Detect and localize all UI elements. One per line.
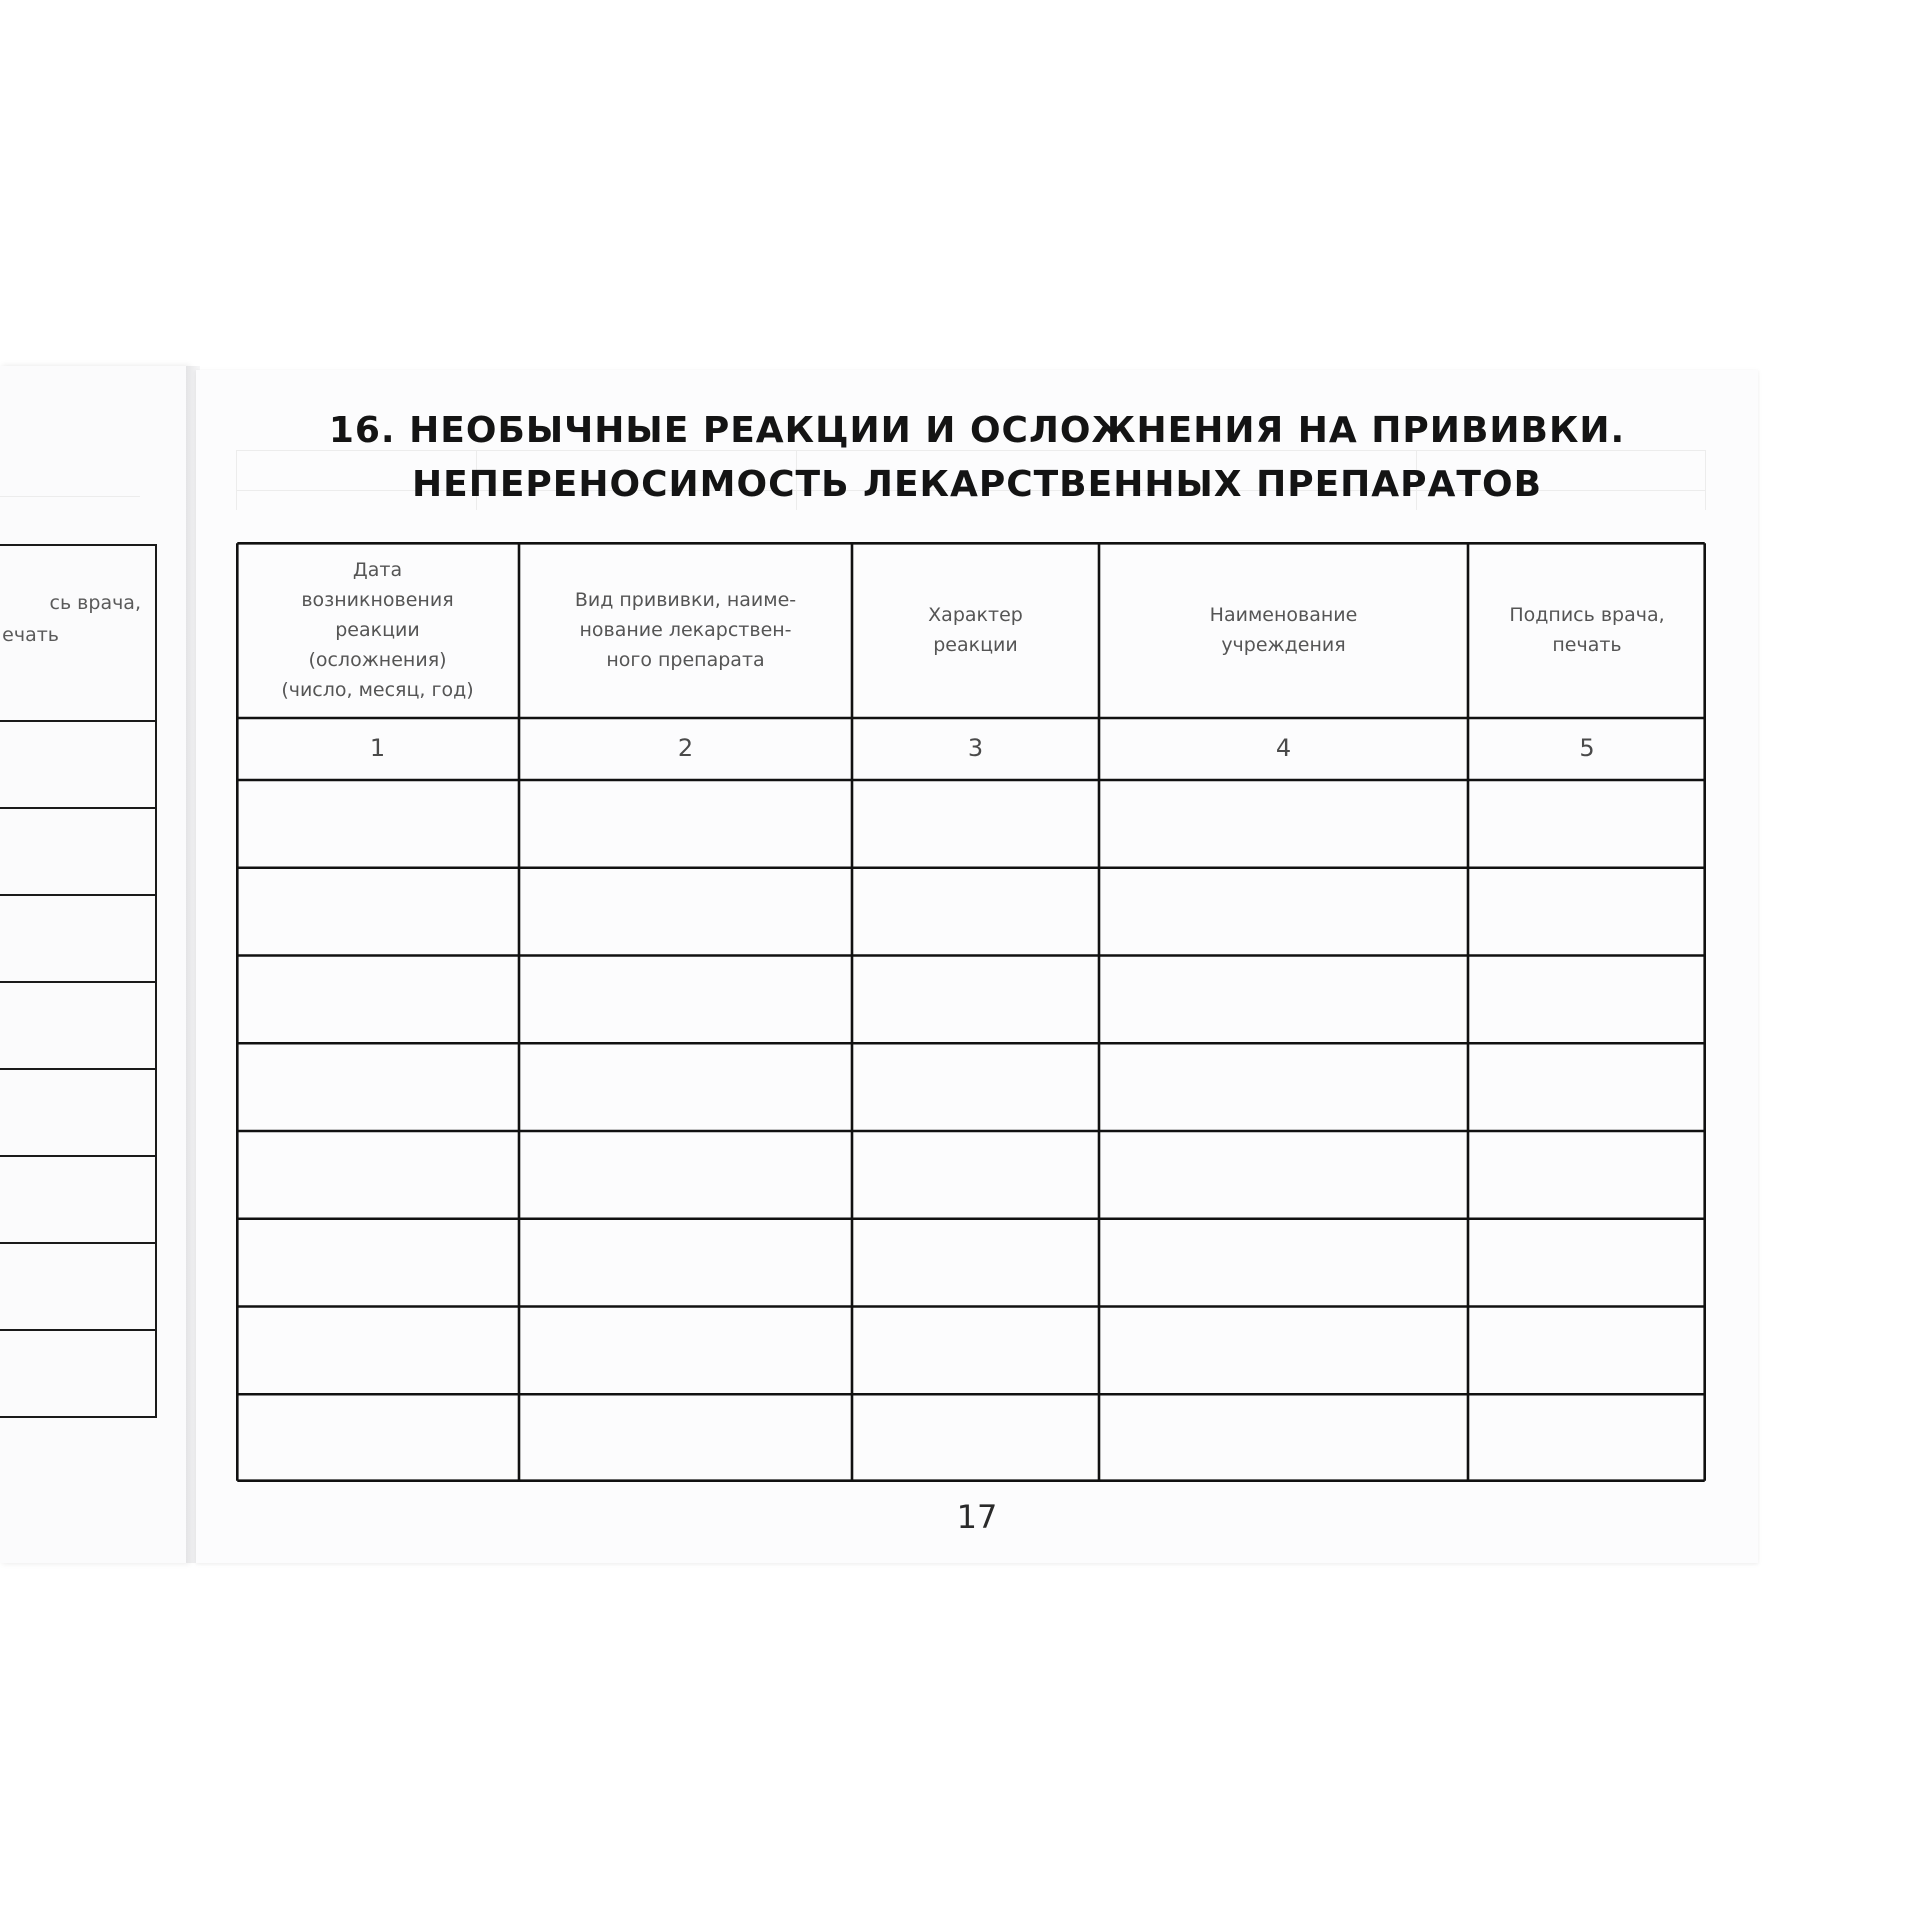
column-header-line: Характер bbox=[928, 604, 1023, 626]
column-header-line: (осложнения) bbox=[308, 649, 447, 671]
column-header-3 bbox=[856, 546, 1095, 714]
entry-cell-row-4-col-4[interactable] bbox=[1102, 1046, 1465, 1128]
entry-cell-row-3-col-3[interactable] bbox=[855, 959, 1096, 1041]
entry-cell-row-7-col-4[interactable] bbox=[1102, 1310, 1465, 1392]
left-table-row bbox=[0, 809, 155, 896]
page-number: 17 bbox=[956, 1498, 998, 1536]
left-table-row bbox=[0, 1244, 155, 1331]
column-header-2 bbox=[523, 546, 848, 714]
right-page bbox=[196, 370, 1758, 1563]
left-table-row bbox=[0, 1331, 155, 1416]
column-number-2: 2 bbox=[677, 734, 694, 762]
entry-cell-row-1-col-2[interactable] bbox=[522, 783, 849, 865]
page-title bbox=[196, 404, 1758, 512]
column-header-line: реакции bbox=[335, 619, 420, 641]
entry-cell-row-5-col-2[interactable] bbox=[522, 1134, 849, 1216]
column-number-3: 3 bbox=[967, 734, 984, 762]
column-number-4: 4 bbox=[1275, 734, 1292, 762]
entry-cell-row-3-col-2[interactable] bbox=[522, 959, 849, 1041]
title-line-2: НЕПЕРЕНОСИМОСТЬ ЛЕКАРСТВЕННЫХ ПРЕПАРАТОВ bbox=[411, 464, 1543, 505]
column-header-line: нование лекарствен- bbox=[579, 619, 792, 641]
entry-cell-row-8-col-3[interactable] bbox=[855, 1397, 1096, 1479]
entry-cell-row-4-col-1[interactable] bbox=[239, 1046, 516, 1128]
left-header-text-line-2: ечать bbox=[2, 624, 59, 646]
entry-cell-row-4-col-5[interactable] bbox=[1471, 1046, 1703, 1128]
column-header-4 bbox=[1103, 546, 1464, 714]
left-table-row bbox=[0, 1157, 155, 1244]
entry-cell-row-7-col-3[interactable] bbox=[855, 1310, 1096, 1392]
entry-cell-row-2-col-2[interactable] bbox=[522, 871, 849, 953]
left-table-row bbox=[0, 983, 155, 1070]
column-header-5 bbox=[1472, 546, 1702, 714]
column-number-5: 5 bbox=[1579, 734, 1595, 762]
left-table-row bbox=[0, 1070, 155, 1157]
entry-cell-row-6-col-3[interactable] bbox=[855, 1222, 1096, 1304]
entry-cell-row-8-col-2[interactable] bbox=[522, 1397, 849, 1479]
entry-cell-row-2-col-3[interactable] bbox=[855, 871, 1096, 953]
entry-cell-row-7-col-2[interactable] bbox=[522, 1310, 849, 1392]
title-line-1: 16. НЕОБЫЧНЫЕ РЕАКЦИИ И ОСЛОЖНЕНИЯ НА ПРИВИВКИ. bbox=[328, 410, 1626, 451]
left-table-row bbox=[0, 896, 155, 983]
entry-cell-row-3-col-5[interactable] bbox=[1471, 959, 1703, 1041]
column-header-line: возникновения bbox=[301, 589, 454, 611]
entry-cell-row-6-col-2[interactable] bbox=[522, 1222, 849, 1304]
column-number-1: 1 bbox=[369, 734, 386, 762]
column-header-1 bbox=[240, 546, 515, 714]
entry-cell-row-8-col-1[interactable] bbox=[239, 1397, 516, 1479]
entry-cell-row-4-col-2[interactable] bbox=[522, 1046, 849, 1128]
entry-cell-row-2-col-1[interactable] bbox=[239, 871, 516, 953]
entry-cell-row-3-col-4[interactable] bbox=[1102, 959, 1465, 1041]
reactions-table bbox=[236, 542, 1706, 1482]
entry-cell-row-7-col-5[interactable] bbox=[1471, 1310, 1703, 1392]
entry-cell-row-7-col-1[interactable] bbox=[239, 1310, 516, 1392]
entry-cell-row-8-col-4[interactable] bbox=[1102, 1397, 1465, 1479]
entry-cell-row-5-col-4[interactable] bbox=[1102, 1134, 1465, 1216]
left-header-text-line-1: сь врача, bbox=[49, 592, 141, 614]
entry-cell-row-5-col-1[interactable] bbox=[239, 1134, 516, 1216]
entry-cell-row-6-col-5[interactable] bbox=[1471, 1222, 1703, 1304]
entry-cell-row-1-col-3[interactable] bbox=[855, 783, 1096, 865]
entry-cell-row-6-col-1[interactable] bbox=[239, 1222, 516, 1304]
entry-cell-row-5-col-5[interactable] bbox=[1471, 1134, 1703, 1216]
entry-cell-row-1-col-1[interactable] bbox=[239, 783, 516, 865]
column-header-line: Дата bbox=[352, 559, 403, 581]
left-page-table bbox=[0, 544, 157, 1418]
column-header-line: ного препарата bbox=[606, 649, 765, 671]
entry-cell-row-1-col-5[interactable] bbox=[1471, 783, 1703, 865]
show-through-line bbox=[0, 496, 140, 497]
column-header-line: печать bbox=[1552, 634, 1622, 656]
entry-cell-row-8-col-5[interactable] bbox=[1471, 1397, 1703, 1479]
column-header-line: Подпись врача, bbox=[1509, 604, 1665, 626]
left-page bbox=[0, 366, 188, 1563]
column-header-line: (число, месяц, год) bbox=[281, 679, 474, 701]
entry-cell-row-4-col-3[interactable] bbox=[855, 1046, 1096, 1128]
entry-cell-row-1-col-4[interactable] bbox=[1102, 783, 1465, 865]
left-table-row bbox=[0, 722, 155, 809]
entry-cell-row-2-col-4[interactable] bbox=[1102, 871, 1465, 953]
left-table-header-cell bbox=[0, 546, 155, 722]
column-header-line: реакции bbox=[933, 634, 1018, 656]
column-header-line: учреждения bbox=[1221, 634, 1346, 656]
entry-cell-row-3-col-1[interactable] bbox=[239, 959, 516, 1041]
column-header-line: Наименование bbox=[1209, 604, 1358, 626]
entry-cell-row-6-col-4[interactable] bbox=[1102, 1222, 1465, 1304]
entry-cell-row-2-col-5[interactable] bbox=[1471, 871, 1703, 953]
column-header-line: Вид прививки, наиме- bbox=[574, 589, 797, 611]
entry-cell-row-5-col-3[interactable] bbox=[855, 1134, 1096, 1216]
